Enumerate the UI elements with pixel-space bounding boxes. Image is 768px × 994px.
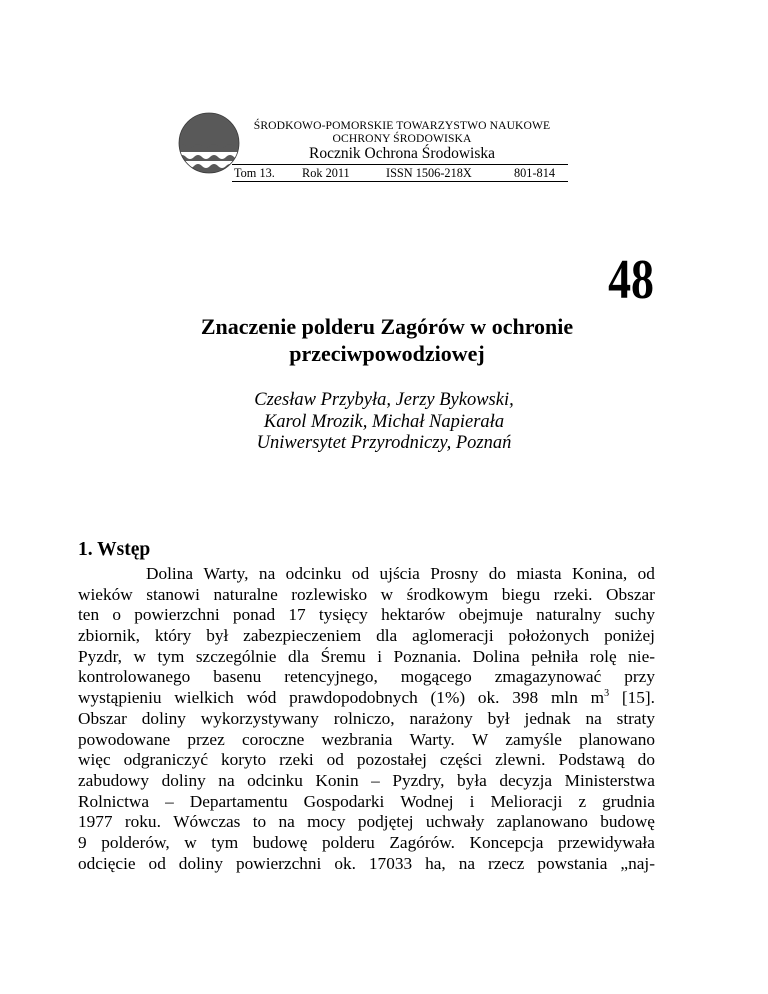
word: części (439, 750, 483, 770)
society-name-line-2: OCHRONY ŚRODOWISKA (332, 132, 472, 145)
header-rule-bottom (232, 181, 568, 182)
word: wód (246, 688, 277, 708)
word: aglomeracji (412, 626, 494, 646)
word: zlewni. (495, 750, 546, 770)
word: Departamentu (189, 791, 288, 811)
word: pełniła (531, 646, 579, 666)
word: o (112, 605, 121, 625)
word: i (469, 791, 475, 811)
word: od (326, 750, 344, 770)
word: Wówczas (173, 812, 241, 832)
authors-line-2: Karol Mrozik, Michał Napierała (263, 411, 505, 432)
word: stanowi (146, 584, 200, 604)
word: na (585, 708, 602, 728)
word: Melioracji (490, 791, 563, 811)
word: przez (187, 729, 225, 749)
word: ten (78, 605, 100, 625)
word: powstania (537, 853, 608, 873)
word: to (252, 812, 267, 832)
word: Wodnej (400, 791, 454, 811)
word: na (218, 770, 235, 790)
word: Prosny (430, 564, 479, 583)
word: przewidywała (557, 832, 655, 852)
word: Rolnictwa (78, 791, 150, 811)
article-title (120, 313, 654, 367)
page-range: 801-814 (514, 166, 555, 180)
word: Obszar (78, 708, 127, 728)
word: hektarów (381, 605, 446, 625)
word: miasta (516, 564, 562, 583)
society-logo (178, 112, 240, 174)
word: polderów, (101, 832, 170, 852)
paragraph-line (78, 626, 655, 647)
paragraph-line (78, 709, 655, 730)
word: coroczne (241, 729, 305, 749)
word: zabudowy (78, 770, 150, 790)
word: doliny (178, 853, 223, 873)
word: biegu (501, 584, 541, 604)
paragraph-line (78, 605, 655, 626)
issn: ISSN 1506-218X (386, 166, 472, 180)
word: rozlewisko (291, 584, 368, 604)
word: szczególnie (195, 646, 277, 666)
word: był (206, 626, 229, 646)
journal-title: Rocznik Ochrona Środowiska (309, 145, 495, 162)
word: 17 (288, 605, 306, 625)
chapter-number: 48 (608, 249, 654, 311)
word: Poznania. (393, 646, 462, 666)
word: prawdopodobnych (289, 688, 418, 708)
word: który (154, 626, 192, 646)
word: Gospodarki (303, 791, 385, 811)
word: do (488, 564, 506, 583)
section-heading: 1. Wstęp (78, 539, 151, 560)
article-title-line-2: przeciwpowodziowej (289, 341, 485, 366)
word: basenu (213, 667, 262, 687)
word: – (371, 770, 380, 790)
word: tym (211, 832, 239, 852)
word: powodowane (78, 729, 171, 749)
word: Koncepcja (469, 832, 544, 852)
authors-line-1: Czesław Przybyła, Jerzy Bykowski, (254, 390, 514, 410)
word: rolę (589, 646, 617, 666)
word: 9 (78, 832, 87, 852)
word: Warty. (409, 729, 455, 749)
word: wielkich (174, 688, 234, 708)
word: od (148, 853, 166, 873)
word: tysięcy (318, 605, 368, 625)
word: Konin (315, 770, 359, 790)
word: pozostałej (356, 750, 427, 770)
word: Dolina (146, 564, 194, 583)
word: zbiornik, (78, 626, 140, 646)
word: $m^3$ (590, 688, 610, 708)
word: doliny (161, 770, 206, 790)
word: koryto (221, 750, 267, 770)
word: wezbrania (321, 729, 393, 749)
body-paragraph (78, 564, 655, 874)
word: „naj- (620, 853, 655, 873)
word: W (471, 729, 489, 749)
word: nie- (628, 646, 655, 666)
word: z (578, 791, 587, 811)
word: wystąpieniu (78, 688, 162, 708)
paragraph-line (78, 667, 655, 688)
word: zabezpieczeniem (243, 626, 362, 646)
word: decyzja (499, 770, 553, 790)
word: Pyzdr, (78, 646, 122, 666)
word: naturalny (536, 605, 602, 625)
volume: Tom 13. (234, 166, 275, 180)
word: roku. (124, 812, 161, 832)
word: rzeki. (553, 584, 593, 604)
paragraph-line (78, 750, 655, 771)
word: odgraniczyć (123, 750, 209, 770)
word: planowano (579, 729, 655, 749)
word: od (637, 564, 655, 583)
society-name-line-1: ŚRODKOWO-POMORSKIE TOWARZYSTWO NAUKOWE (253, 119, 551, 132)
word: w (380, 584, 394, 604)
word: suchy (614, 605, 655, 625)
word: mocy (307, 812, 346, 832)
word: powierzchni (235, 853, 322, 873)
paragraph-line (78, 564, 655, 585)
word: położonych (508, 626, 590, 646)
word: budowę (600, 812, 655, 832)
affiliation: Uniwersytet Przyrodniczy, Poznań (256, 433, 512, 453)
word: do (637, 750, 655, 770)
word: Warty, (203, 564, 249, 583)
word: mln (550, 688, 578, 708)
word: odcinku (285, 564, 342, 583)
word: środkowym (406, 584, 489, 604)
word: w (133, 646, 146, 666)
word: rzeki (279, 750, 314, 770)
word: dla (287, 646, 310, 666)
paragraph-line (78, 688, 655, 709)
header-rule-top (232, 164, 568, 165)
year: Rok 2011 (302, 166, 350, 180)
paragraph-line (78, 854, 655, 875)
word: grudnia (602, 791, 655, 811)
word: Zagórów. (389, 832, 455, 852)
word: na (458, 853, 475, 873)
word: zmagazynować (494, 667, 602, 687)
word: zamyśle (505, 729, 562, 749)
word: w (184, 832, 197, 852)
word: retencyjnego, (284, 667, 378, 687)
society-name (232, 119, 572, 145)
word: podjętej (357, 812, 414, 832)
word: narażony (409, 708, 473, 728)
word: straty (616, 708, 655, 728)
paragraph-line (78, 771, 655, 792)
word: Obszar (605, 584, 655, 604)
word: przy (624, 667, 655, 687)
word: Ministerstwa (564, 770, 655, 790)
word: więc (78, 750, 111, 770)
word: poniżej (604, 626, 655, 646)
word: był (487, 708, 510, 728)
word: rzecz (487, 853, 525, 873)
word: kontrolowanego (78, 667, 191, 687)
word: dla (376, 626, 398, 646)
word: jednak (524, 708, 571, 728)
word: Podstawą (558, 750, 625, 770)
word: wykorzystywany (200, 708, 319, 728)
word: Pyzdry, (392, 770, 445, 790)
word: Dolina (472, 646, 520, 666)
word: tym (157, 646, 185, 666)
word: odcięcie (78, 853, 136, 873)
word: 1977 (78, 812, 113, 832)
word: naturalne (213, 584, 278, 604)
word: (1%) (430, 688, 466, 708)
paragraph-line (78, 730, 655, 751)
word: ok. (477, 688, 500, 708)
word: na (258, 564, 276, 583)
word: Śremu (320, 646, 366, 666)
paragraph-line (78, 812, 655, 833)
paragraph-line (78, 647, 655, 668)
paragraph-line (78, 585, 655, 606)
word: budowę (252, 832, 308, 852)
word: obejmuje (458, 605, 523, 625)
word: na (278, 812, 295, 832)
citation: [15]. (621, 688, 655, 708)
superscript: 3 (604, 688, 610, 700)
word: zaplanowano (496, 812, 588, 832)
word: od (351, 564, 370, 583)
word: była (457, 770, 487, 790)
word: powierzchni (134, 605, 220, 625)
word: i (377, 646, 382, 666)
word: 17033 (368, 853, 413, 873)
word: polderu (322, 832, 375, 852)
word: ha, (425, 853, 446, 873)
word: – (165, 791, 174, 811)
word: doliny (141, 708, 186, 728)
authors-block (150, 390, 618, 455)
article-title-line-1: Znaczenie polderu Zagórów w ochronie (200, 314, 574, 339)
word: rolniczo, (333, 708, 395, 728)
word: ponad (232, 605, 276, 625)
word: 398 (512, 688, 539, 708)
word: ok. (334, 853, 356, 873)
word: Konina, (572, 564, 628, 583)
word: wieków (78, 584, 133, 604)
word: odcinku (247, 770, 303, 790)
paragraph-line (78, 833, 655, 854)
word: uchwały (425, 812, 485, 832)
paragraph-line (78, 792, 655, 813)
word: ujścia (379, 564, 420, 583)
word: mogącego (400, 667, 472, 687)
